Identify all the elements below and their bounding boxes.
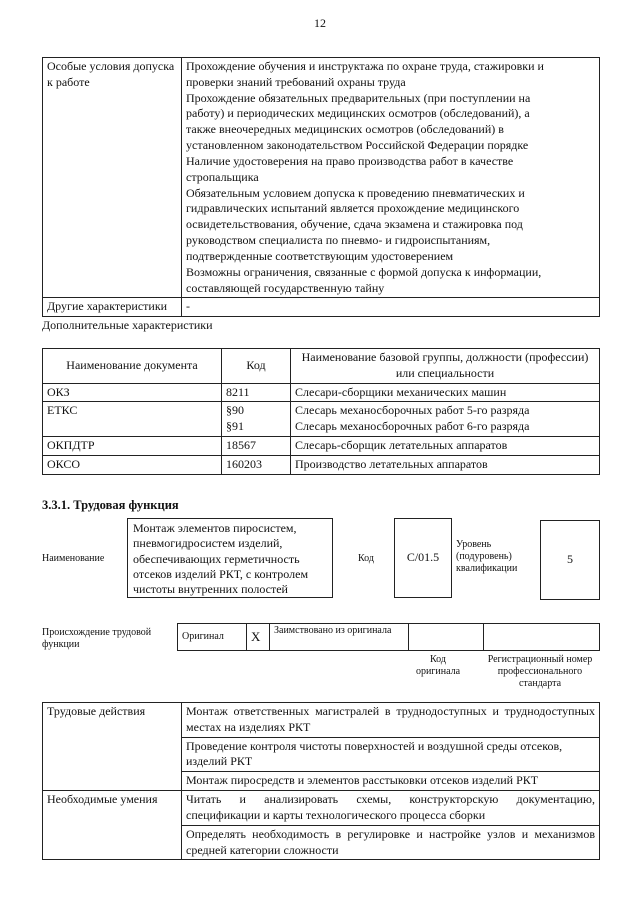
other-characteristics-label: Другие характеристики: [43, 298, 182, 317]
skill-item: Читать и анализировать схемы, конструкторскую документацию, спецификации и карты технологического процесса сборки: [182, 791, 600, 826]
skill-item: Определять необходимость в регулировке и настройке узлов и механизмов средней категории сложности: [182, 825, 600, 860]
name-label: Наименование: [42, 553, 105, 564]
registration-number-cell: [484, 624, 600, 651]
text-line: стропальщика: [186, 169, 259, 184]
admission-conditions-value: [182, 58, 600, 298]
action-item: Монтаж пиросредств и элементов расстыковки отсеков изделий РКТ: [182, 772, 600, 791]
table-cell: ОКПДТР: [43, 437, 222, 456]
text-line: работу) и периодических медицинских осмотров (обследований), а: [186, 106, 530, 121]
table-row: [43, 455, 600, 474]
registration-number-caption: Регистрационный номер профессионального стандарта: [487, 654, 593, 689]
table-row: [43, 402, 600, 437]
table-cell: ОКЗ: [43, 383, 222, 402]
qualification-level-value: 5: [567, 552, 573, 567]
original-label: Оригинал: [182, 631, 224, 642]
name-line: Слесарь механосборочных работ 6-го разряда: [295, 419, 530, 434]
table-cell: 160203: [222, 455, 291, 474]
additional-characteristics-title: Дополнительные характеристики: [42, 318, 213, 332]
code-original-caption: Код оригинала: [415, 654, 461, 677]
qualification-level-box: [540, 520, 600, 600]
code-label: Код: [358, 553, 374, 564]
table-row: [43, 791, 600, 826]
text-line: установленном законодательством Российской Федерации порядке: [186, 138, 529, 153]
skills-label: Необходимые умения: [43, 791, 182, 860]
table-row: [43, 703, 600, 738]
text-line: составляющей государственную тайну: [186, 280, 385, 295]
admission-conditions-label: Особые условия допуска к работе: [43, 58, 182, 298]
table-cell: ЕТКС: [43, 402, 222, 437]
text-line: Обязательным условием допуска к проведению пневматических и: [186, 185, 525, 200]
name-line: Слесарь механосборочных работ 5-го разряда: [295, 403, 530, 418]
text-line: руководством специалиста по пневмо- и гидроиспытаниям,: [186, 233, 491, 248]
column-header: Код: [222, 349, 291, 384]
text-line: Наличие удостоверения на право производства работ в качестве: [186, 153, 514, 168]
table-cell: 18567: [222, 437, 291, 456]
actions-skills-table: [42, 702, 600, 860]
function-code-value: С/01.5: [406, 550, 440, 565]
table-cell: 8211: [222, 383, 291, 402]
column-header: Наименование документа: [43, 349, 222, 384]
table-cell: ОКСО: [43, 455, 222, 474]
table-row: [43, 298, 600, 317]
code-line: §90: [226, 403, 244, 418]
text-line: Возможны ограничения, связанные с формой допуска к информации,: [186, 264, 542, 279]
action-item: Проведение контроля чистоты поверхностей и воздушной среды отсеков, изделий РКТ: [182, 737, 600, 772]
additional-characteristics-table: [42, 348, 600, 475]
function-name-value: Монтаж элементов пиросистем, пневмогидросистем изделий, обеспечивающих герметичность отсеков изделий РКТ, с контролем чистоты внутренних полостей: [133, 521, 309, 597]
other-characteristics-value: -: [182, 298, 600, 317]
borrowed-label: Заимствовано из оригинала: [274, 625, 392, 636]
text-line: гидравлических испытаний является прохождение медицинского: [186, 201, 520, 216]
table-row: [43, 383, 600, 402]
borrowed-cell: [270, 624, 409, 651]
text-line: Прохождение обязательных предварительных (при поступлении на: [186, 90, 531, 105]
table-cell: Слесарь-сборщик летательных аппаратов: [291, 437, 600, 456]
qualification-level-label: Уровень (подуровень) квалификации: [456, 539, 518, 574]
code-line: §91: [226, 419, 244, 434]
table-cell: [222, 402, 291, 437]
text-line: освидетельствования, обучение, сдача экзамена и стажировка под: [186, 217, 523, 232]
admission-conditions-table: [42, 57, 600, 317]
origin-table: [177, 623, 600, 651]
labor-function-heading: 3.3.1. Трудовая функция: [42, 498, 179, 512]
page-number: 12: [314, 16, 326, 30]
function-code-box: [394, 518, 452, 598]
table-row: [178, 624, 600, 651]
function-name-box: [127, 518, 333, 598]
origin-label: Происхождение трудовой функции: [42, 627, 152, 650]
labor-actions-label: Трудовые действия: [43, 703, 182, 791]
text-line: подтвержденные соответствующим удостоверением: [186, 248, 454, 263]
original-cell: [178, 624, 247, 651]
text-line: также внеочередных медицинских осмотров (обследований) в: [186, 122, 504, 137]
text-line: проверки знаний требований охраны труда: [186, 74, 406, 89]
table-cell: [291, 402, 600, 437]
table-cell: Производство летательных аппаратов: [291, 455, 600, 474]
original-code-cell: [409, 624, 484, 651]
original-mark-cell: [247, 624, 270, 651]
column-header: Наименование базовой группы, должности (профессии) или специальности: [291, 349, 600, 384]
text-line: Прохождение обучения и инструктажа по охране труда, стажировки и: [186, 59, 544, 73]
action-item: Монтаж ответственных магистралей в труднодоступных и труднодоступных местах на изделиях РКТ: [182, 703, 600, 738]
table-cell: Слесари-сборщики механических машин: [291, 383, 600, 402]
table-row: [43, 437, 600, 456]
original-mark: X: [251, 629, 261, 645]
table-row: [43, 58, 600, 298]
table-header-row: [43, 349, 600, 384]
